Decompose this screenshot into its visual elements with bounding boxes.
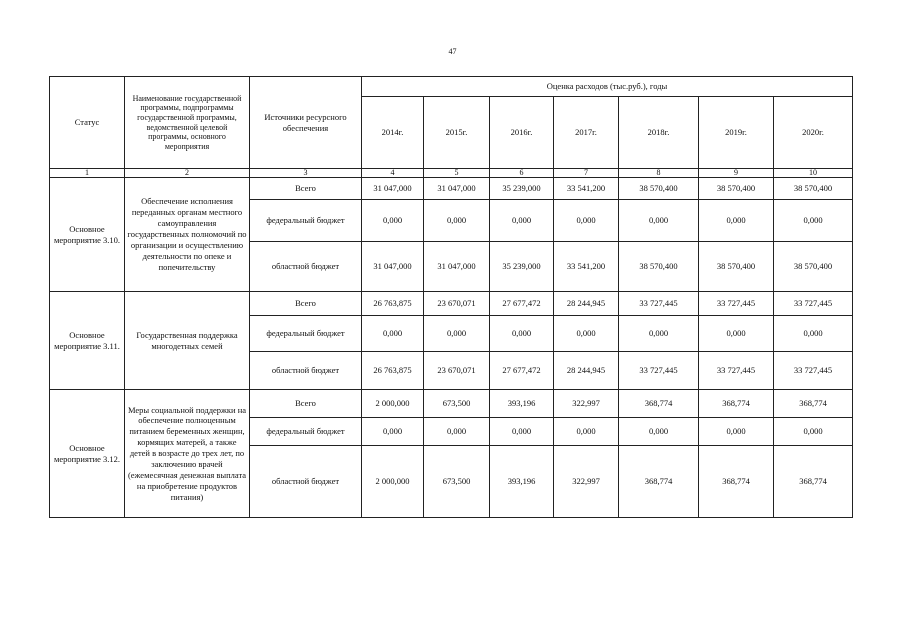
header-year: 2018г. [619,97,699,169]
header-year: 2020г. [774,97,853,169]
funding-source: Всего [250,178,362,200]
activity-status: Основное мероприятие 3.10. [50,178,125,292]
amount-cell: 0,000 [774,200,853,242]
activity-name: Меры социальной поддержки на обеспечение полноценным питанием беременных женщин, кормящих матерей, а также детей в возрасте до трех лет, по заключению врачей (ежемесячная денежная выплата на приобретение продуктов питания) [125,390,250,518]
amount-cell: 23 670,071 [424,292,490,316]
amount-cell: 33 541,200 [554,178,619,200]
column-number: 4 [362,169,424,178]
amount-cell: 0,000 [699,200,774,242]
amount-cell: 673,500 [424,390,490,418]
table-row [50,390,853,418]
amount-cell: 0,000 [699,418,774,446]
amount-cell: 322,997 [554,390,619,418]
amount-cell: 0,000 [554,200,619,242]
amount-cell: 26 763,875 [362,292,424,316]
amount-cell: 0,000 [554,418,619,446]
amount-cell: 31 047,000 [362,178,424,200]
amount-cell: 0,000 [424,418,490,446]
funding-source: федеральный бюджет [250,316,362,352]
amount-cell: 0,000 [490,200,554,242]
amount-cell: 33 727,445 [619,292,699,316]
column-number: 9 [699,169,774,178]
activity-name: Обеспечение исполнения переданных органам местного самоуправления государственных полномочий по организации и осуществлению деятельности по опеке и попечительству [125,178,250,292]
amount-cell: 33 727,445 [699,292,774,316]
amount-cell: 38 570,400 [774,242,853,292]
budget-table [49,76,853,518]
header-year: 2014г. [362,97,424,169]
amount-cell: 33 541,200 [554,242,619,292]
funding-source: федеральный бюджет [250,200,362,242]
amount-cell: 0,000 [490,316,554,352]
header-source: Источники ресурсного обеспечения [250,77,362,169]
header-status: Статус [50,77,125,169]
amount-cell: 31 047,000 [424,242,490,292]
amount-cell: 31 047,000 [362,242,424,292]
amount-cell: 28 244,945 [554,292,619,316]
amount-cell: 31 047,000 [424,178,490,200]
amount-cell: 368,774 [619,390,699,418]
amount-cell: 27 677,472 [490,352,554,390]
amount-cell: 393,196 [490,390,554,418]
column-number: 8 [619,169,699,178]
amount-cell: 26 763,875 [362,352,424,390]
header-estimate: Оценка расходов (тыс.руб.), годы [362,77,853,97]
amount-cell: 0,000 [424,316,490,352]
amount-cell: 38 570,400 [619,242,699,292]
header-name: Наименование государственной программы, подпрограммы государственной программы, ведомственной целевой программы, основного мероприятия [125,77,250,169]
amount-cell: 27 677,472 [490,292,554,316]
column-number: 2 [125,169,250,178]
amount-cell: 368,774 [699,446,774,518]
amount-cell: 0,000 [774,316,853,352]
funding-source: областной бюджет [250,446,362,518]
table-row [50,292,853,316]
amount-cell: 393,196 [490,446,554,518]
activity-status: Основное мероприятие 3.11. [50,292,125,390]
page-number: 47 [448,47,457,56]
amount-cell: 0,000 [774,418,853,446]
column-number: 5 [424,169,490,178]
amount-cell: 33 727,445 [774,352,853,390]
header-year: 2019г. [699,97,774,169]
amount-cell: 0,000 [362,316,424,352]
funding-source: областной бюджет [250,352,362,390]
amount-cell: 2 000,000 [362,390,424,418]
header-year: 2017г. [554,97,619,169]
amount-cell: 38 570,400 [774,178,853,200]
amount-cell: 0,000 [362,418,424,446]
amount-cell: 322,997 [554,446,619,518]
amount-cell: 0,000 [619,316,699,352]
activity-status: Основное мероприятие 3.12. [50,390,125,518]
header-year: 2015г. [424,97,490,169]
amount-cell: 23 670,071 [424,352,490,390]
amount-cell: 28 244,945 [554,352,619,390]
amount-cell: 368,774 [619,446,699,518]
amount-cell: 368,774 [774,390,853,418]
funding-source: Всего [250,292,362,316]
amount-cell: 0,000 [424,200,490,242]
funding-source: областной бюджет [250,242,362,292]
amount-cell: 2 000,000 [362,446,424,518]
column-number: 1 [50,169,125,178]
header-year: 2016г. [490,97,554,169]
amount-cell: 0,000 [619,418,699,446]
amount-cell: 0,000 [362,200,424,242]
amount-cell: 35 239,000 [490,242,554,292]
funding-source: федеральный бюджет [250,418,362,446]
amount-cell: 0,000 [490,418,554,446]
amount-cell: 38 570,400 [619,178,699,200]
amount-cell: 673,500 [424,446,490,518]
amount-cell: 368,774 [774,446,853,518]
amount-cell: 38 570,400 [699,242,774,292]
amount-cell: 0,000 [699,316,774,352]
amount-cell: 0,000 [619,200,699,242]
amount-cell: 33 727,445 [699,352,774,390]
amount-cell: 35 239,000 [490,178,554,200]
amount-cell: 368,774 [699,390,774,418]
amount-cell: 38 570,400 [699,178,774,200]
funding-source: Всего [250,390,362,418]
column-number: 3 [250,169,362,178]
amount-cell: 33 727,445 [774,292,853,316]
column-number: 6 [490,169,554,178]
activity-name: Государственная поддержка многодетных семей [125,292,250,390]
column-number: 7 [554,169,619,178]
column-number: 10 [774,169,853,178]
amount-cell: 0,000 [554,316,619,352]
table-row [50,178,853,200]
amount-cell: 33 727,445 [619,352,699,390]
